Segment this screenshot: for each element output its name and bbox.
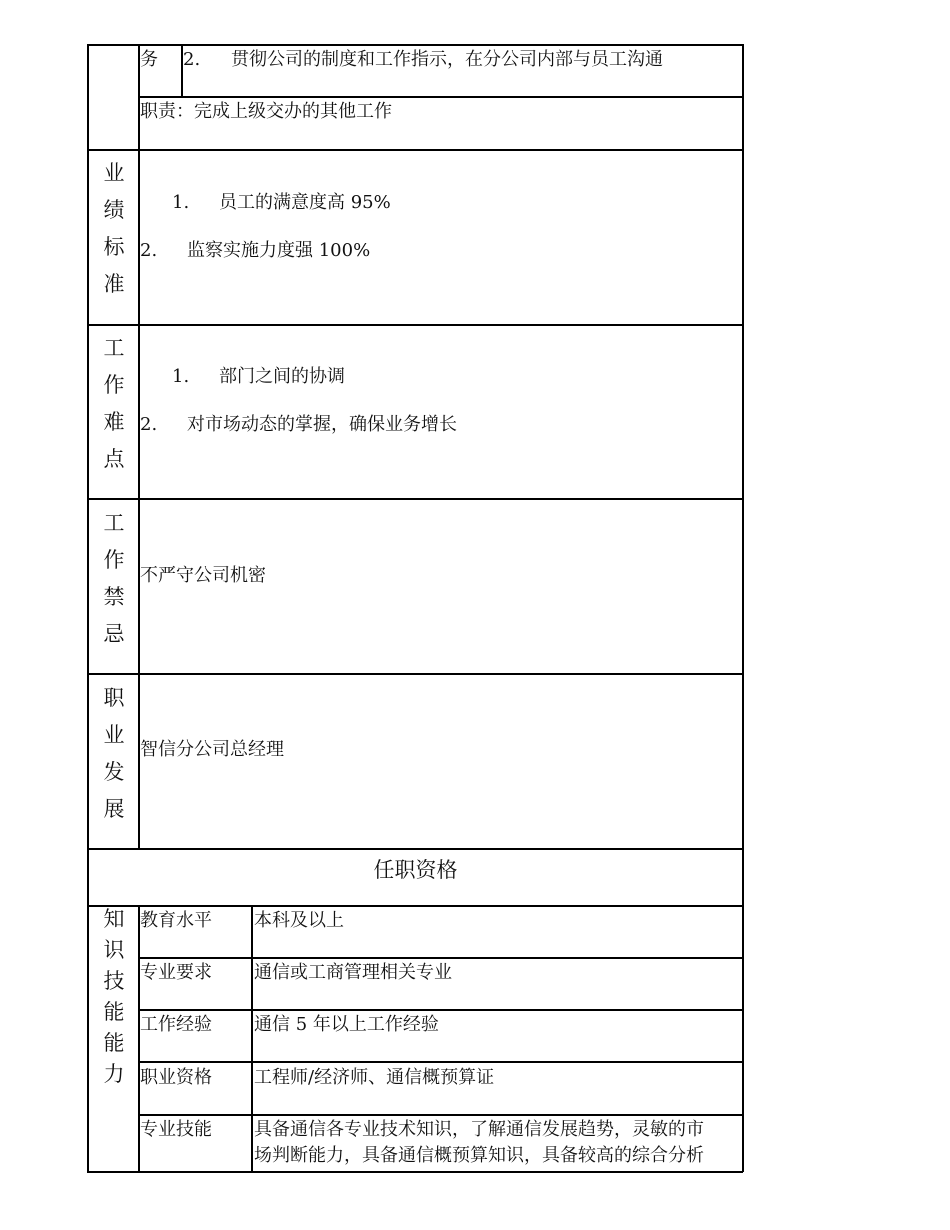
- qual-row-divider: [138, 1061, 743, 1063]
- qual-row-divider: [138, 957, 743, 959]
- table-right-border: [742, 44, 744, 1172]
- duty-other: 职责：完成上级交办的其他工作: [140, 101, 392, 122]
- qualifications-title: 任职资格: [373, 858, 458, 882]
- performance-item-text: 监察实施力度强 100%: [187, 240, 371, 261]
- top-border: [87, 44, 743, 46]
- difficulty-item-text: 部门之间的协调: [219, 366, 345, 387]
- qual-key: 教育水平: [140, 910, 212, 931]
- performance-item-num: 1.: [172, 192, 190, 213]
- bottom-border: [87, 1171, 743, 1173]
- performance-label: 业 绩 标 准: [103, 161, 125, 296]
- qual-value: 本科及以上: [254, 910, 344, 931]
- difficulty-item-text: 对市场动态的掌握，确保业务增长: [187, 414, 457, 435]
- duty-text: 贯彻公司的制度和工作指示，在分公司内部与员工沟通: [231, 49, 663, 70]
- performance-item-num: 2.: [140, 240, 158, 261]
- duty-number: 2.: [183, 49, 201, 70]
- difficulty-label: 工 作 难 点: [103, 336, 125, 471]
- section-divider: [87, 149, 743, 151]
- qual-row-divider: [138, 1114, 743, 1116]
- difficulty-item-num: 2.: [140, 414, 158, 435]
- career-text: 智信分公司总经理: [140, 739, 284, 760]
- section-divider: [87, 324, 743, 326]
- qual-value: 通信或工商管理相关专业: [254, 962, 452, 983]
- qual-key: 职业资格: [140, 1067, 212, 1088]
- section-divider: [87, 673, 743, 675]
- taboo-text: 不严守公司机密: [140, 565, 266, 586]
- qual-row-divider: [138, 1009, 743, 1011]
- duty-label-fragment: 务: [140, 49, 158, 70]
- qual-key: 工作经验: [140, 1014, 212, 1035]
- qual-value-line: 场判断能力，具备通信概预算知识，具备较高的综合分析: [254, 1145, 704, 1166]
- career-label: 职 业 发 展: [103, 686, 125, 821]
- duty-row-divider: [138, 96, 743, 98]
- qual-key: 专业要求: [140, 962, 212, 983]
- section-divider: [87, 905, 743, 907]
- qual-key-divider: [251, 905, 253, 1172]
- knowledge-skills-label: 知 识 技 能 能 力: [103, 907, 125, 1086]
- qual-value: 工程师/经济师、通信概预算证: [254, 1067, 495, 1088]
- qual-value: 通信 5 年以上工作经验: [254, 1014, 439, 1035]
- qual-value-line: 具备通信各专业技术知识，了解通信发展趋势，灵敏的市: [254, 1119, 704, 1140]
- section-divider: [87, 848, 743, 850]
- section-divider: [87, 498, 743, 500]
- performance-item-text: 员工的满意度高 95%: [219, 192, 391, 213]
- qual-key: 专业技能: [140, 1119, 212, 1140]
- difficulty-item-num: 1.: [172, 366, 190, 387]
- taboo-label: 工 作 禁 忌: [103, 511, 125, 646]
